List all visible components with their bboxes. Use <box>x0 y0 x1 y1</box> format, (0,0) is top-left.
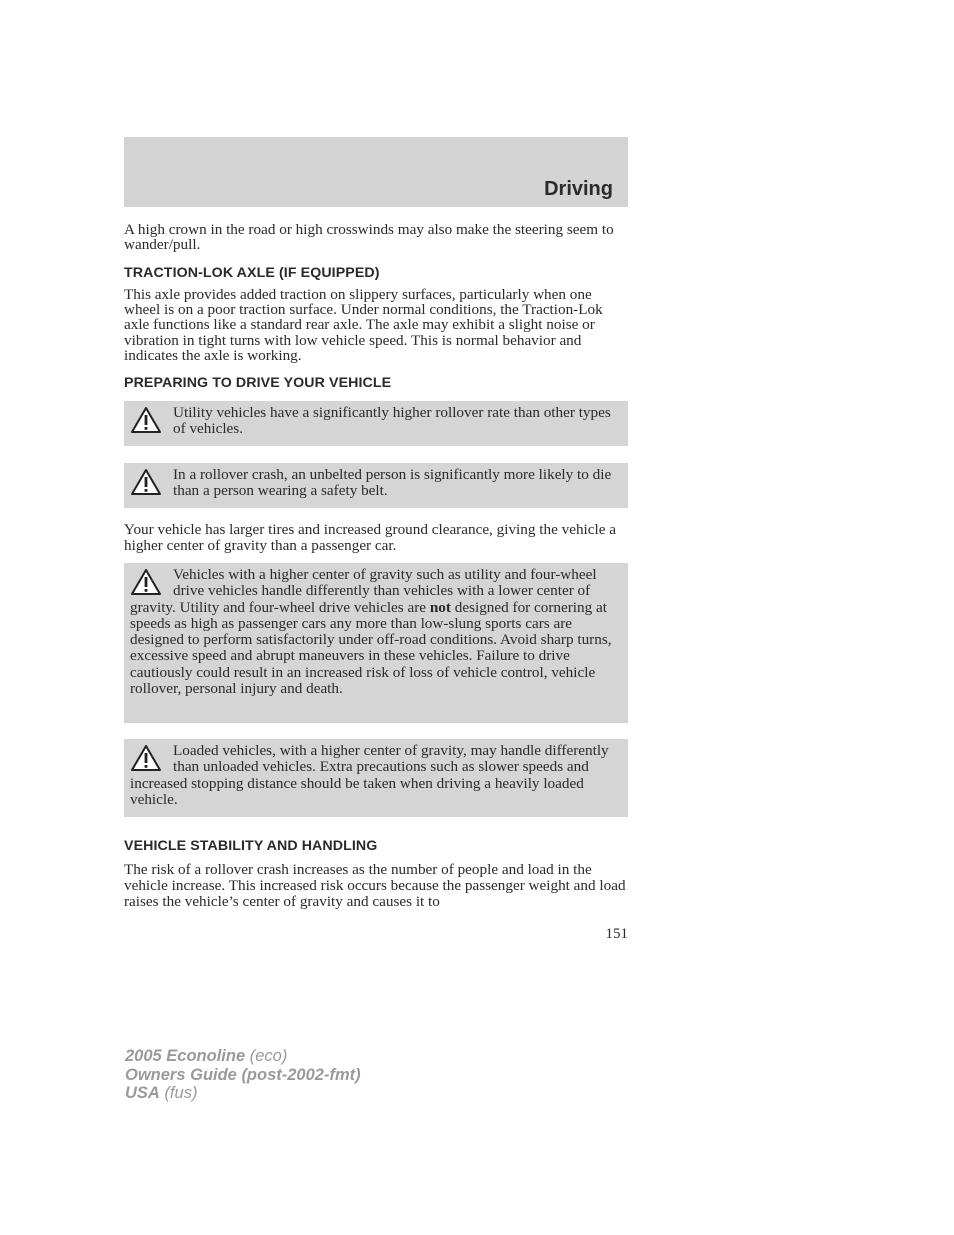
stability-heading: VEHICLE STABILITY AND HANDLING <box>124 838 378 854</box>
stability-section <box>124 838 628 854</box>
traction-paragraph: This axle provides added traction on slippery surfaces, particularly when one wheel is on a poor traction surface. Under normal conditions, the Traction-Lok axle functions like a standard rear axle. The axle may exhibit a slight noise or vibration in tight turns with low vehicle speed. This is normal behavior and indicates the axle is working. <box>124 286 603 364</box>
warning-box <box>124 463 628 508</box>
warning-box <box>124 739 628 817</box>
footer-line-guide: Owners Guide (post-2002-fmt) <box>125 1065 361 1084</box>
traction-body-block <box>124 287 628 363</box>
warning-triangle-icon <box>130 405 162 435</box>
warning-text: In a rollover crash, an unbelted person is significantly more likely to die than a person wearing a safety belt. <box>173 466 612 500</box>
stability-body-block <box>124 862 628 910</box>
footer-line-market: USA (fus) <box>125 1084 198 1102</box>
preparing-heading: PREPARING TO DRIVE YOUR VEHICLE <box>124 375 392 391</box>
warning-text: Loaded vehicles, with a higher center of gravity, may handle differently than unloaded vehicles. Extra precautions such as slower speeds and increased stopping distance should be taken when driving a heavily loaded vehicle. <box>130 742 609 808</box>
preparing-paragraph: Your vehicle has larger tires and increased ground clearance, giving the vehicle a higher center of gravity than a passenger car. <box>124 521 616 554</box>
warning-triangle-icon <box>130 567 162 597</box>
warning-triangle-icon <box>130 467 162 497</box>
preparing-section <box>124 375 628 391</box>
traction-heading: TRACTION-LOK AXLE (IF EQUIPPED) <box>124 265 380 281</box>
warning-box <box>124 401 628 446</box>
warning-triangle-icon <box>130 743 162 773</box>
warning-text-part: designed for cornering at speeds as high as passenger cars any more than low-slung sports cars are designed to perform satisfactorily under off-road conditions. Avoid sharp turns, excessive speed and abrupt maneuvers in these vehicles. Failure to drive cautiously could result in an increased risk of loss of vehicle control, vehicle rollover, personal injury and death. <box>130 598 612 698</box>
warning-text <box>130 567 622 697</box>
traction-section <box>124 265 628 281</box>
section-title: Driving <box>544 178 613 200</box>
intro-paragraph-block <box>124 222 628 252</box>
warning-box <box>124 563 628 723</box>
warning-text: Utility vehicles have a significantly higher rollover rate than other types of vehicles. <box>173 404 611 438</box>
section-header-band <box>124 137 628 207</box>
intro-paragraph: A high crown in the road or high crosswinds may also make the steering seem to wander/pull. <box>124 221 614 254</box>
document-footer <box>125 1047 361 1103</box>
warning-text-part: Vehicles with a higher center of gravity such as utility and four-wheel drive vehicles handle differently than vehicles with a lower center of gravity. Utility and four-wheel drive vehicles are <box>130 566 597 616</box>
stability-paragraph: The risk of a rollover crash increases as the number of people and load in the vehicle increase. This increased risk occurs because the passenger weight and load raises the vehicle’s center of gravity and causes it to <box>124 861 626 910</box>
page-number: 151 <box>605 926 628 942</box>
warning-emphasis: not <box>429 598 451 616</box>
footer-line-model: 2005 Econoline (eco) <box>125 1047 288 1065</box>
preparing-body-block <box>124 522 628 554</box>
